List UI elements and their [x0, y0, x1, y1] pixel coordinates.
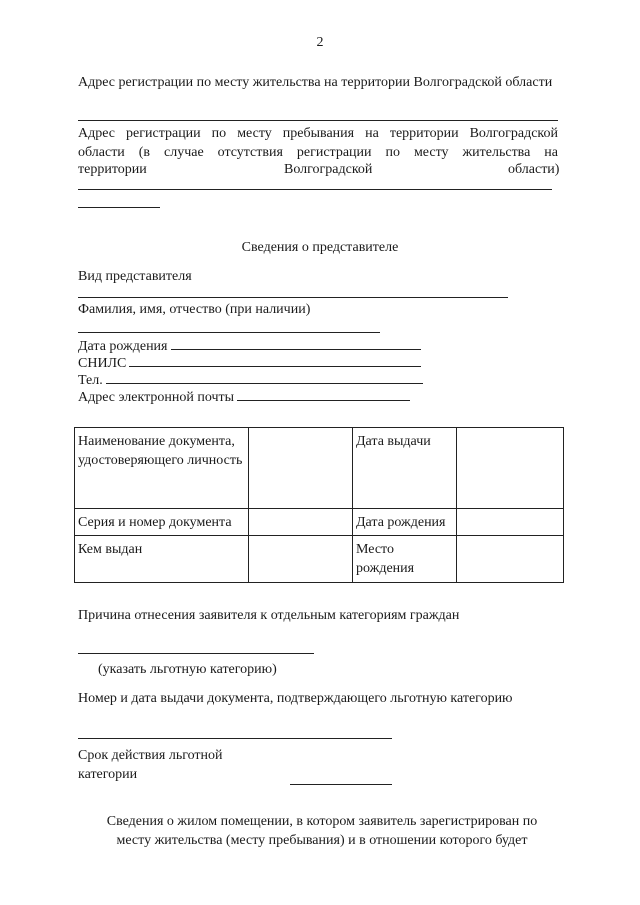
residence-address-label: Адрес регистрации по месту жительства на территории Волгоградской области — [78, 75, 553, 90]
benefit-category-field[interactable] — [78, 653, 314, 654]
table-row — [75, 428, 564, 509]
issued-by-value[interactable] — [249, 536, 353, 583]
benefit-document-field[interactable] — [78, 738, 392, 739]
issued-by-label: Кем выдан — [75, 536, 249, 583]
email-field[interactable] — [237, 387, 410, 401]
representative-fio-field[interactable] — [78, 332, 380, 333]
identity-document-table — [74, 427, 564, 583]
housing-info-line1: Сведения о жилом помещении, в котором заявитель зарегистрирован по — [106, 814, 538, 829]
stay-address-label-line1: Адрес регистрации по месту пребывания на территории Волгоградской — [78, 126, 558, 141]
birth-place-label: Место рождения — [353, 536, 457, 583]
benefit-validity-label: Срок действия льготной категории — [78, 748, 223, 782]
stay-address-label-line2: области (в случае отсутствия регистрации по месту жительства на — [78, 145, 558, 160]
representative-type-label: Вид представителя — [78, 269, 192, 284]
email-row — [78, 387, 410, 407]
table-birth-date-value[interactable] — [457, 509, 564, 536]
stay-address-label-line3a: территории — [78, 162, 147, 177]
residence-address-field[interactable] — [78, 120, 558, 121]
doc-name-label: Наименование документа, удостоверяющего личность — [75, 428, 249, 509]
benefit-reason-label: Причина отнесения заявителя к отдельным категориям граждан — [78, 608, 460, 623]
table-row — [75, 509, 564, 536]
housing-info-line2: месту жительства (месту пребывания) и в отношении которого будет — [116, 833, 528, 848]
doc-name-value[interactable] — [249, 428, 353, 509]
birth-date-label: Дата рождения — [78, 339, 168, 354]
table-birth-date-label: Дата рождения — [353, 509, 457, 536]
series-number-value[interactable] — [249, 509, 353, 536]
representative-fio-label: Фамилия, имя, отчество (при наличии) — [78, 302, 311, 317]
snils-label: СНИЛС — [78, 356, 127, 371]
benefit-validity-field[interactable] — [290, 784, 392, 785]
page-number: 2 — [316, 35, 324, 50]
snils-field[interactable] — [129, 353, 421, 367]
series-number-label: Серия и номер документа — [75, 509, 249, 536]
representative-section-title: Сведения о представителе — [241, 240, 399, 255]
stay-address-label-line3b: Волгоградской — [284, 162, 373, 177]
phone-label: Тел. — [78, 373, 103, 388]
issue-date-label: Дата выдачи — [353, 428, 457, 509]
representative-type-field[interactable] — [78, 297, 508, 298]
stay-address-field-1[interactable] — [78, 189, 552, 190]
birth-date-field[interactable] — [171, 336, 421, 350]
stay-address-field-2[interactable] — [78, 207, 160, 208]
issue-date-value[interactable] — [457, 428, 564, 509]
phone-field[interactable] — [106, 370, 423, 384]
benefit-document-label: Номер и дата выдачи документа, подтверждающего льготную категорию — [78, 691, 513, 706]
birth-place-value[interactable] — [457, 536, 564, 583]
benefit-category-hint: (указать льготную категорию) — [98, 662, 277, 677]
table-row — [75, 536, 564, 583]
email-label: Адрес электронной почты — [78, 390, 235, 405]
stay-address-label-line3c: области) — [508, 162, 560, 177]
